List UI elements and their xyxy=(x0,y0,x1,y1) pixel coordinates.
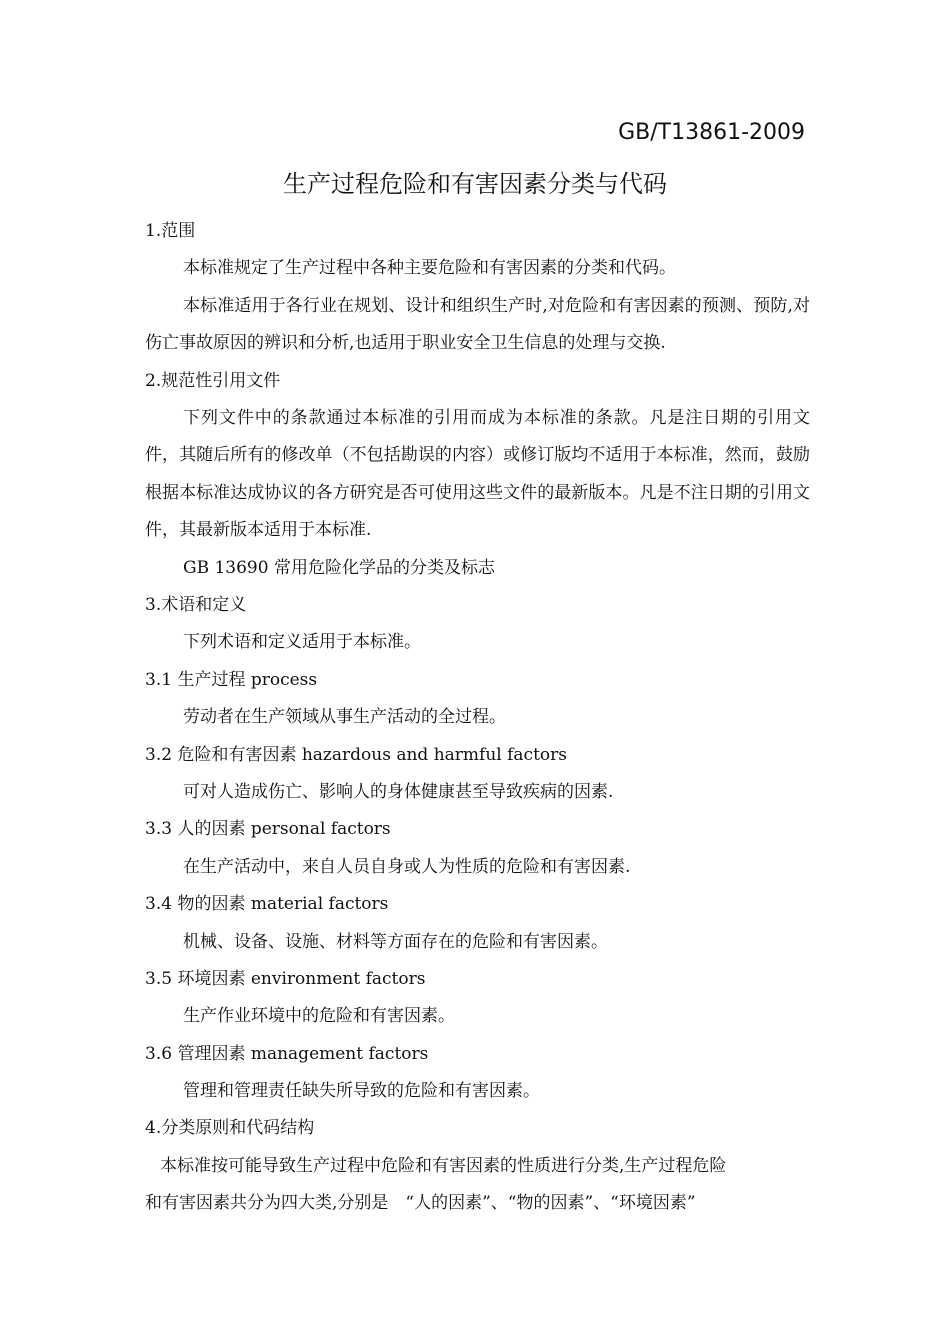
paragraph: 本标准规定了生产过程中各种主要危险和有害因素的分类和代码。 xyxy=(183,258,676,279)
paragraph: 下列文件中的条款通过本标准的引用而成为本标准的条款。凡是注日期的引用文件，其随后所有的修改单（不包括勘误的内容）或修订版均不适用于本标准，然而，鼓励根据本标准达成协议的各方研究是否可使用这些文件的最新版本。凡是不注日期的引用文件，其最新版本适用于本标准. xyxy=(145,407,810,541)
paragraph-line: 和有害因素共分为四大类,分别是 “人的因素”、“物的因素”、“环境因素” xyxy=(145,1193,696,1214)
term-definition: 生产作业环境中的危险和有害因素。 xyxy=(183,1006,455,1027)
paragraph-line: 本标准按可能导致生产过程中危险和有害因素的性质进行分类,生产过程危险 xyxy=(160,1155,727,1176)
reference-item: GB 13690 常用危险化学品的分类及标志 xyxy=(183,557,495,578)
term-definition: 在生产活动中，来自人员自身或人为性质的危险和有害因素. xyxy=(183,856,631,877)
paragraph: 本标准适用于各行业在规划、设计和组织生产时,对危险和有害因素的预测、预防,对伤亡事故原因的辨识和分析,也适用于职业安全卫生信息的处理与交换. xyxy=(145,295,810,354)
term-heading: 3.2 危险和有害因素 hazardous and harmful factors xyxy=(145,744,567,765)
section-heading-normative-references: 2.规范性引用文件 xyxy=(145,370,281,391)
term-definition: 管理和管理责任缺失所导致的危险和有害因素。 xyxy=(183,1081,540,1102)
document-body xyxy=(145,213,810,1223)
term-definition: 可对人造成伤亡、影响人的身体健康甚至导致疾病的因素. xyxy=(183,781,614,802)
standard-code: GB/T13861-2009 xyxy=(618,120,805,145)
term-definition: 劳动者在生产领域从事生产活动的全过程。 xyxy=(183,707,506,728)
term-heading: 3.4 物的因素 material factors xyxy=(145,894,389,915)
term-heading: 3.5 环境因素 environment factors xyxy=(145,968,426,989)
term-heading: 3.6 管理因素 management factors xyxy=(145,1043,429,1064)
paragraph: 下列术语和定义适用于本标准。 xyxy=(183,632,421,653)
section-heading-scope: 1.范围 xyxy=(145,221,196,241)
term-heading: 3.3 人的因素 personal factors xyxy=(145,819,391,840)
term-definition: 机械、设备、设施、材料等方面存在的危险和有害因素。 xyxy=(183,931,608,952)
section-heading-classification: 4.分类原则和代码结构 xyxy=(145,1118,315,1139)
document-title: 生产过程危险和有害因素分类与代码 xyxy=(283,170,667,198)
term-heading: 3.1 生产过程 process xyxy=(145,669,318,690)
section-heading-terms: 3.术语和定义 xyxy=(145,595,247,615)
